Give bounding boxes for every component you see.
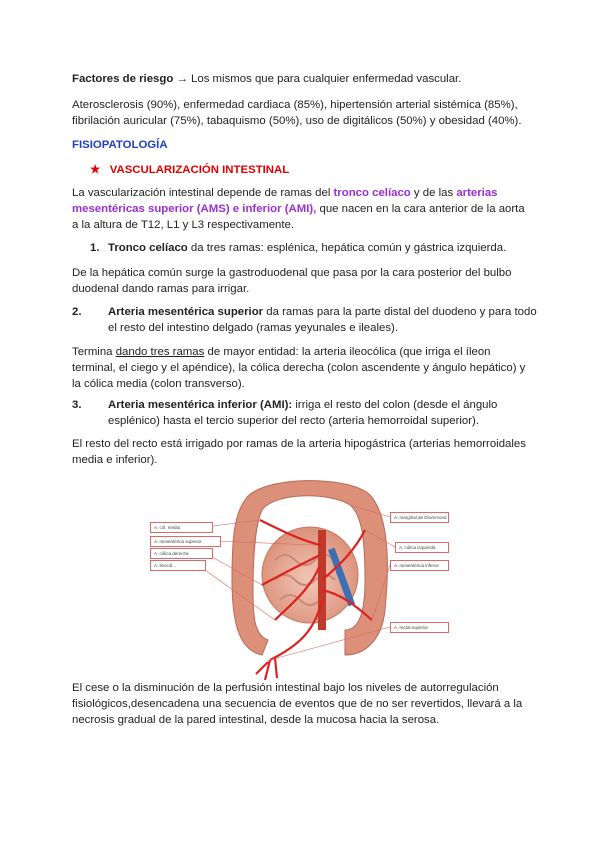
text-span: Termina [72, 346, 116, 358]
figure-label: A. cólica izquierda [395, 542, 449, 553]
figure-label: A. mesentérica inferior [390, 560, 449, 571]
intestine-drawing [150, 470, 450, 685]
tronco-celiaco-highlight: tronco celíaco [333, 187, 411, 199]
risk-heading: Factores de riesgo [72, 73, 174, 85]
text-span: que nacen en la cara anterior de la aorta a la altura de T12, L1 y L3 respectivamente. [72, 203, 525, 231]
list-number: 1. [90, 242, 100, 254]
underlined-text: dando tres ramas [115, 346, 205, 358]
list-item-text: da tres ramas: esplénica, hepática común y gástrica izquierda. [187, 242, 507, 254]
section-title: FISIOPATOLOGÍA [72, 139, 168, 151]
risk-list: Aterosclerosis (90%), enfermedad cardiaca (85%), hipertensión arterial sistémica (85%), fibrilación auricular (75%), tabaquismo (50%), uso de digitálicos (50%) y obesidad (40%). [72, 99, 522, 127]
figure-label: A. cól. media [150, 522, 213, 533]
subsection-title [90, 162, 550, 178]
figure-label: A. rectal superior [390, 622, 449, 633]
figure-label: A. mesentérica superior [150, 536, 221, 547]
list-number: 3. [72, 399, 82, 411]
list-item [90, 240, 530, 256]
text-span: La vascularización intestinal depende de ramas del [72, 187, 334, 199]
arrow-icon: → [176, 73, 188, 85]
figure-label: A. cólica derecha [150, 548, 213, 559]
vasc-paragraph [72, 185, 532, 233]
text-span: y de las [410, 187, 457, 199]
hepatica-paragraph: De la hepática común surge la gastroduodenal que pasa por la cara posterior del bulbo duodenal dando ramas para irrigar. [72, 267, 512, 295]
anatomy-illustration [150, 470, 450, 685]
risk-intro: Los mismos que para cualquier enfermedad vascular. [187, 73, 462, 85]
list-item-text: da ramas para la parte distal del duodeno y para todo el resto del intestino delgado (ramas yeyunales e ileales). [108, 306, 537, 334]
star-icon: ★ [90, 164, 101, 176]
list-item [72, 304, 548, 336]
list-item [72, 397, 548, 429]
list-item-bold: Arteria mesentérica superior [108, 306, 264, 318]
text-span: de mayor entidad: la arteria ileocólica (que irriga el íleon terminal, el ciego y el apéndice), la cólica derecha (colon ascendente y ángulo hepático) y la cólica media (colon transverso). [72, 346, 526, 390]
risk-line [72, 71, 532, 87]
final-paragraph: El cese o la disminución de la perfusión intestinal bajo los niveles de autorregulación fisiológicos,desencadena una secuencia de eventos que de no ser revertidos, llevará a la necrosis gradual de la pared intestinal, desde la mucosa hacia la serosa. [72, 682, 523, 726]
list-number: 2. [72, 306, 82, 318]
arterias-highlight: arterias mesentéricas superior (AMS) e inferior (AMI), [72, 187, 498, 215]
list-item-text: irriga el resto del colon (desde el ángulo esplénico) hasta el tercio superior del recto (arteria hemorroidal superior). [108, 399, 498, 427]
figure-label: A. ileocól... [150, 560, 206, 571]
figure-label: A. marginal de Drummond [390, 512, 449, 523]
termina-paragraph [72, 344, 532, 392]
list-item-bold: Arteria mesentérica inferior (AMI): [108, 399, 293, 411]
recto-paragraph: El resto del recto está irrigado por ramas de la arteria hipogástrica (arterias hemorroidales media e inferior). [72, 438, 526, 466]
list-item-bold: Tronco celíaco [108, 242, 188, 254]
subsection-title-text: VASCULARIZACIÓN INTESTINAL [109, 164, 290, 176]
